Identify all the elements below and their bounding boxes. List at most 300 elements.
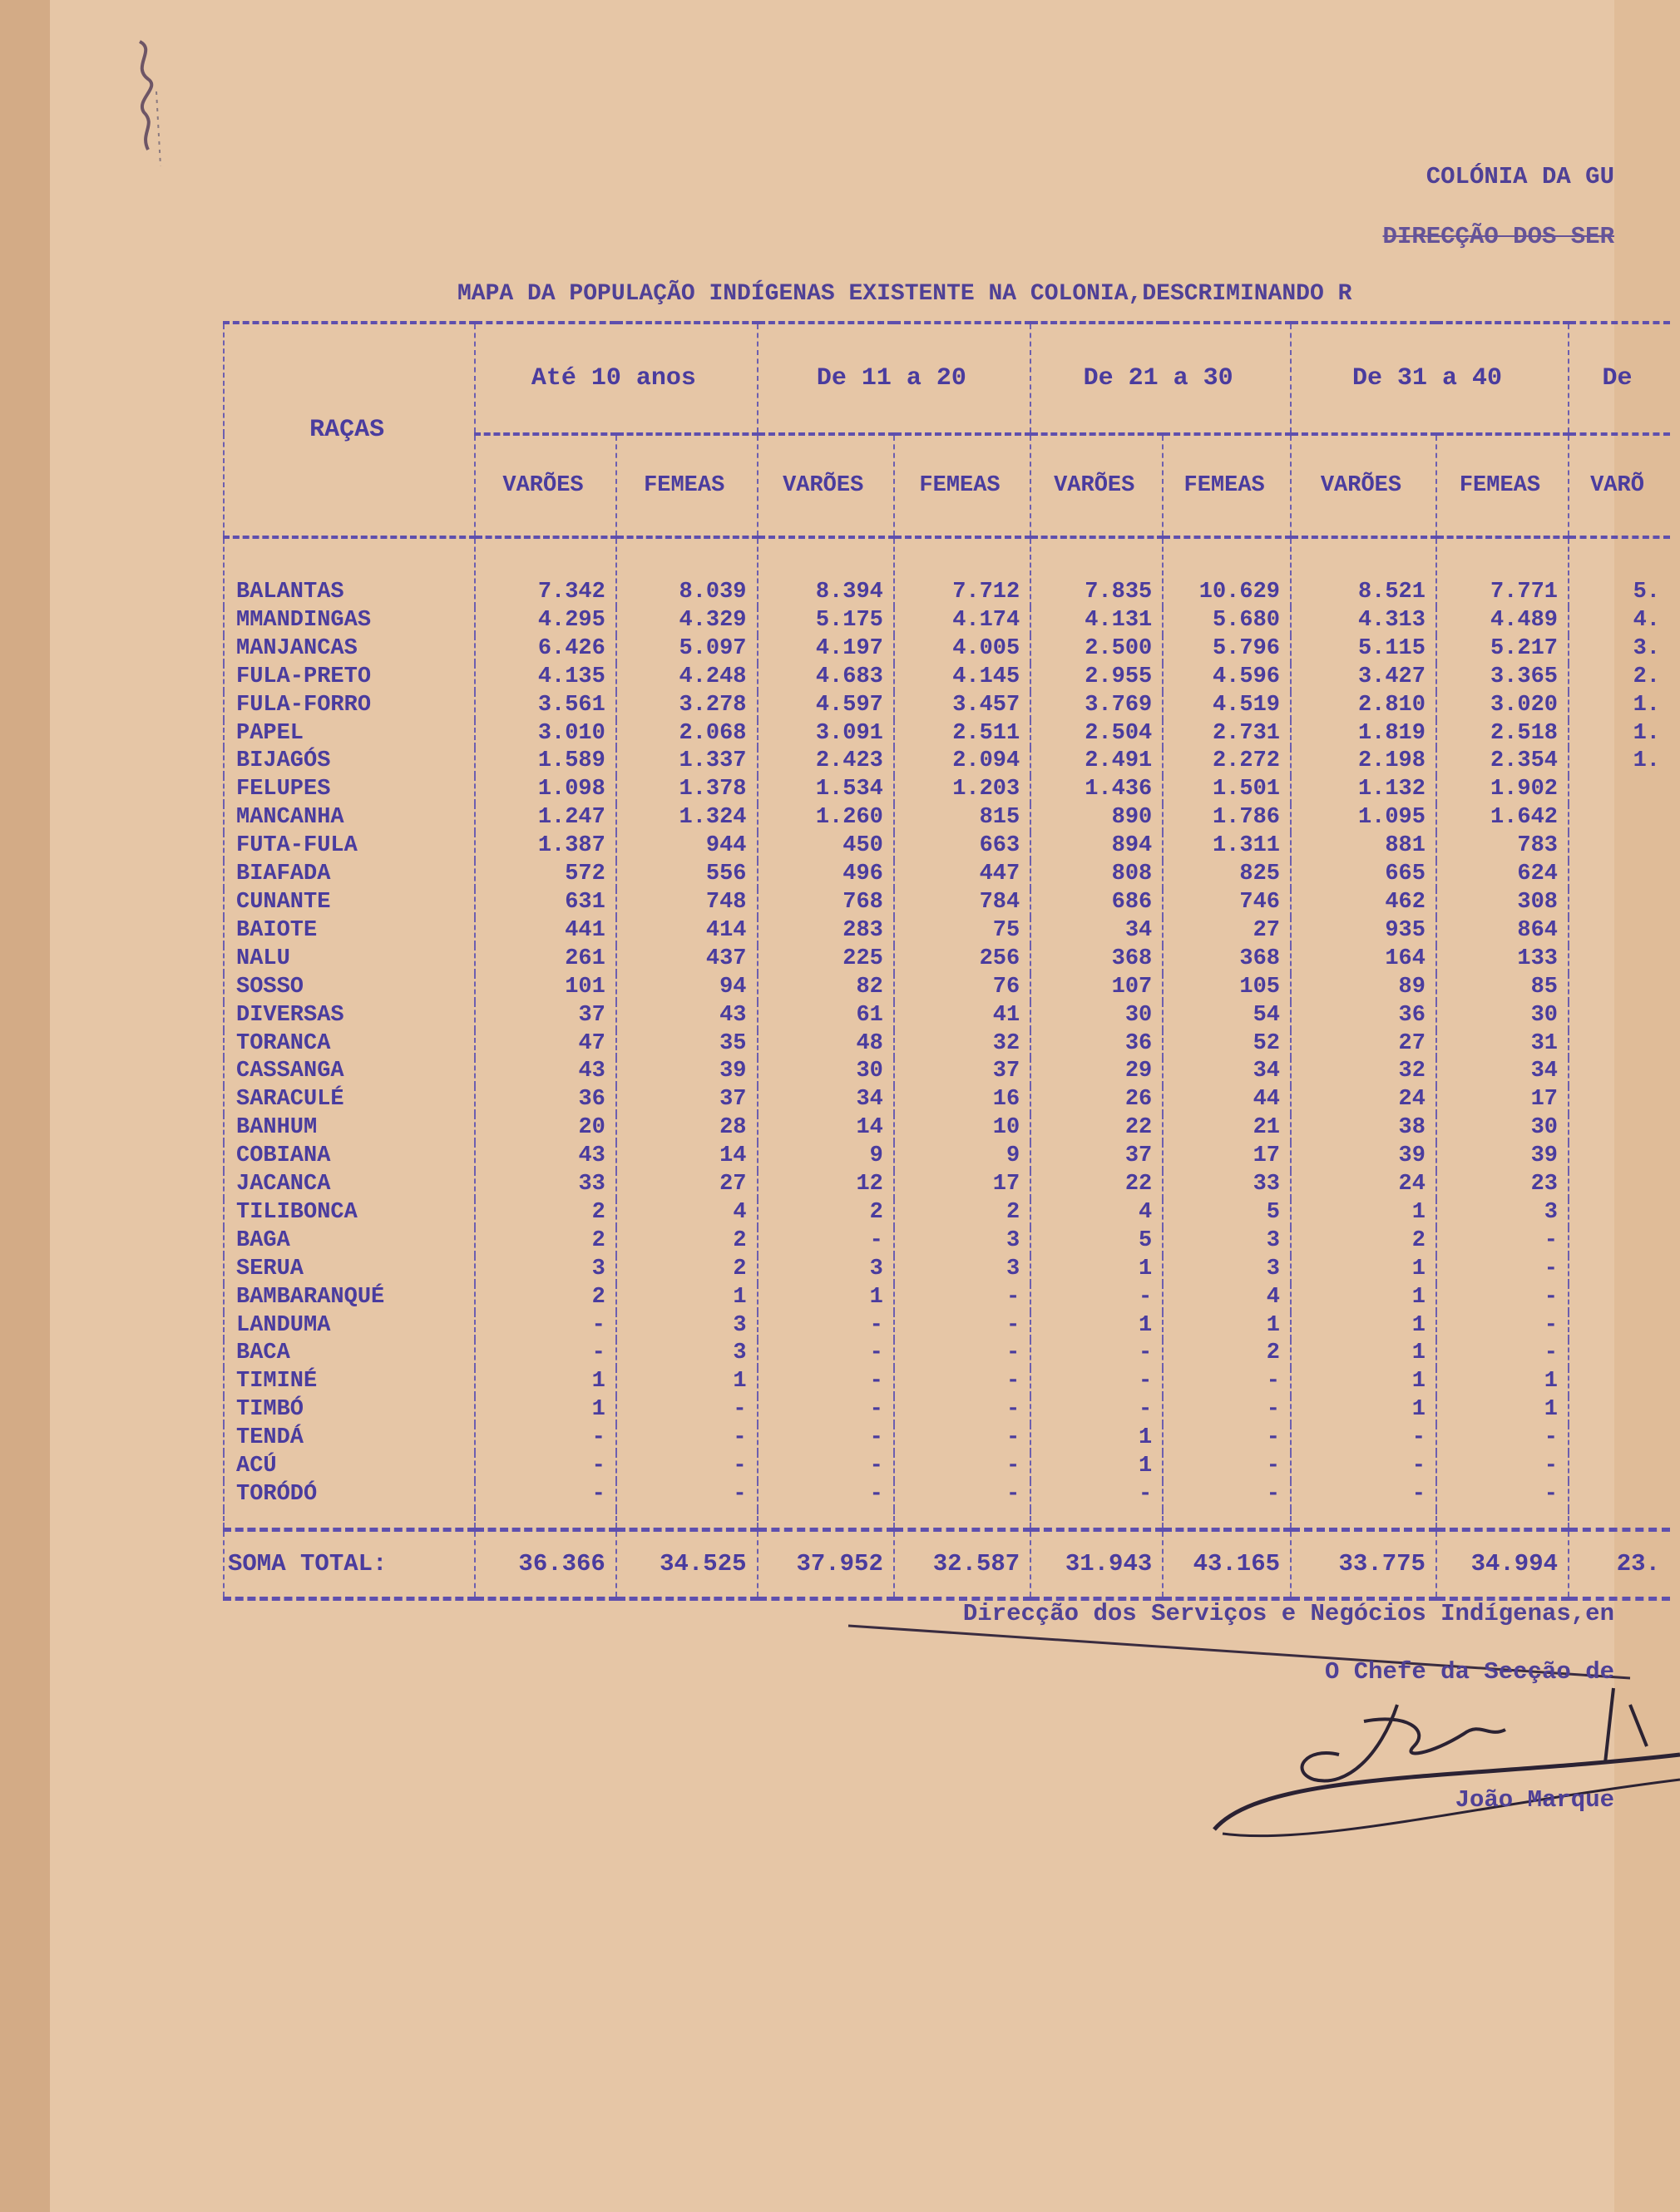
table-cell: 2 <box>475 1227 616 1256</box>
race-name: FELUPES <box>224 776 475 804</box>
total-cell: 34.994 <box>1436 1529 1569 1598</box>
table-cell: - <box>894 1284 1030 1312</box>
signature-icon <box>1214 1655 1680 1871</box>
table-cell: 101 <box>475 974 616 1002</box>
table-cell: - <box>1436 1256 1569 1284</box>
table-cell: - <box>1030 1284 1163 1312</box>
table-cell: 1.260 <box>758 804 894 832</box>
table-cell: 1.095 <box>1291 804 1436 832</box>
table-cell: 1. <box>1569 720 1670 748</box>
races-header: RAÇAS <box>224 323 475 537</box>
table-cell: - <box>1163 1424 1291 1453</box>
race-name: BIJAGÓS <box>224 748 475 776</box>
table-cell: 4.295 <box>475 607 616 635</box>
table-cell: 2.423 <box>758 748 894 776</box>
table-cell: 3 <box>894 1256 1030 1284</box>
table-cell: 283 <box>758 917 894 946</box>
table-cell: 5 <box>1030 1227 1163 1256</box>
table-cell: 2.810 <box>1291 692 1436 720</box>
table-cell: 2.068 <box>616 720 758 748</box>
table-cell: 4.313 <box>1291 607 1436 635</box>
table-row <box>224 1114 1670 1143</box>
table-cell <box>1569 832 1670 861</box>
table-cell <box>1569 1030 1670 1059</box>
table-row <box>224 748 1670 776</box>
table-cell: 3 <box>616 1312 758 1341</box>
table-cell: 44 <box>1163 1086 1291 1114</box>
table-cell: 37 <box>894 1058 1030 1086</box>
table-cell: 631 <box>475 889 616 917</box>
table-row <box>224 537 1670 607</box>
table-cell: 1.378 <box>616 776 758 804</box>
table-cell: - <box>758 1312 894 1341</box>
table-cell: 3. <box>1569 635 1670 664</box>
table-cell: 75 <box>894 917 1030 946</box>
race-name: FULA-FORRO <box>224 692 475 720</box>
table-cell: 5. <box>1569 537 1670 607</box>
table-cell: 21 <box>1163 1114 1291 1143</box>
table-cell: 14 <box>758 1114 894 1143</box>
race-name: SARACULÉ <box>224 1086 475 1114</box>
table-cell <box>1569 1002 1670 1030</box>
race-name: BIAFADA <box>224 861 475 889</box>
table-cell: 2 <box>758 1199 894 1227</box>
table-cell: - <box>1291 1424 1436 1453</box>
table-cell: 89 <box>1291 974 1436 1002</box>
table-cell <box>1569 1058 1670 1086</box>
table-cell: 9 <box>894 1143 1030 1171</box>
table-cell: 3 <box>894 1227 1030 1256</box>
table-cell: 748 <box>616 889 758 917</box>
age-group-header: De 11 a 20 <box>758 323 1031 434</box>
table-cell: - <box>475 1312 616 1341</box>
spacer-cell <box>1291 1509 1436 1530</box>
table-cell: 3 <box>1163 1256 1291 1284</box>
table-cell: 4 <box>1030 1199 1163 1227</box>
table-cell: 1.589 <box>475 748 616 776</box>
table-cell: - <box>475 1481 616 1509</box>
table-cell: 3 <box>1436 1199 1569 1227</box>
table-cell: 2.511 <box>894 720 1030 748</box>
table-cell: - <box>894 1340 1030 1368</box>
table-cell: 1 <box>1030 1256 1163 1284</box>
table-cell: 1 <box>1291 1312 1436 1341</box>
race-name: BAMBARANQUÉ <box>224 1284 475 1312</box>
table-cell: - <box>475 1453 616 1481</box>
race-name: FULA-PRETO <box>224 664 475 692</box>
sex-header: FEMEAS <box>616 434 758 537</box>
table-row <box>224 1396 1670 1424</box>
table-cell: 2.731 <box>1163 720 1291 748</box>
table-cell: 3.020 <box>1436 692 1569 720</box>
table-cell: 414 <box>616 917 758 946</box>
page-edge <box>0 0 50 2212</box>
race-name: TILIBONCA <box>224 1199 475 1227</box>
table-row <box>224 804 1670 832</box>
race-name: PAPEL <box>224 720 475 748</box>
table-cell: 815 <box>894 804 1030 832</box>
table-cell: 746 <box>1163 889 1291 917</box>
table-cell: 447 <box>894 861 1030 889</box>
race-name: MANJANCAS <box>224 635 475 664</box>
table-cell: 4 <box>1163 1284 1291 1312</box>
table-cell: 2 <box>1163 1340 1291 1368</box>
table-cell: 17 <box>894 1171 1030 1199</box>
table-cell: 36 <box>1030 1030 1163 1059</box>
table-cell: 5.175 <box>758 607 894 635</box>
table-cell: - <box>1291 1453 1436 1481</box>
table-row <box>224 664 1670 692</box>
table-cell: 85 <box>1436 974 1569 1002</box>
table-cell: 437 <box>616 946 758 974</box>
table-cell: 3.427 <box>1291 664 1436 692</box>
table-cell <box>1569 974 1670 1002</box>
table-cell: - <box>1436 1481 1569 1509</box>
table-cell: 4. <box>1569 607 1670 635</box>
table-cell: 61 <box>758 1002 894 1030</box>
table-cell: 4.597 <box>758 692 894 720</box>
table-cell: 4.197 <box>758 635 894 664</box>
total-cell: 32.587 <box>894 1529 1030 1598</box>
sex-header: FEMEAS <box>1163 434 1291 537</box>
table-cell: 1.501 <box>1163 776 1291 804</box>
total-cell: 23. <box>1569 1529 1670 1598</box>
race-name: DIVERSAS <box>224 1002 475 1030</box>
table-cell: 4.248 <box>616 664 758 692</box>
table-cell: 2.500 <box>1030 635 1163 664</box>
table-cell: 39 <box>1291 1143 1436 1171</box>
table-cell: 1. <box>1569 692 1670 720</box>
table-cell: 496 <box>758 861 894 889</box>
map-title: MAPA DA POPULAÇÃO INDÍGENAS EXISTENTE NA COLONIA,DESCRIMINANDO R <box>457 281 1352 307</box>
table-cell: - <box>894 1396 1030 1424</box>
table-cell: 768 <box>758 889 894 917</box>
table-cell: 864 <box>1436 917 1569 946</box>
table-cell: 76 <box>894 974 1030 1002</box>
table-cell: 261 <box>475 946 616 974</box>
table-cell: 33 <box>475 1171 616 1199</box>
directorate-footer: Direcção dos Serviços e Negócios Indígenas,en <box>962 1600 1614 1627</box>
table-cell: 572 <box>475 861 616 889</box>
table-cell: 43 <box>475 1143 616 1171</box>
table-cell: 2.955 <box>1030 664 1163 692</box>
table-cell: 825 <box>1163 861 1291 889</box>
table-row <box>224 1256 1670 1284</box>
table-row <box>224 607 1670 635</box>
table-cell: 1 <box>1291 1284 1436 1312</box>
age-group-header-row <box>224 323 1670 434</box>
total-cell: 43.165 <box>1163 1529 1291 1598</box>
table-row <box>224 776 1670 804</box>
table-cell: 17 <box>1163 1143 1291 1171</box>
table-cell: 3 <box>616 1340 758 1368</box>
table-cell: 4.131 <box>1030 607 1163 635</box>
table-cell: 14 <box>616 1143 758 1171</box>
table-cell: 3.010 <box>475 720 616 748</box>
table-cell: 1.786 <box>1163 804 1291 832</box>
table-cell: 39 <box>616 1058 758 1086</box>
table-row <box>224 720 1670 748</box>
table-row <box>224 1453 1670 1481</box>
table-cell <box>1569 1368 1670 1396</box>
table-cell: 36 <box>475 1086 616 1114</box>
table-cell <box>1569 804 1670 832</box>
table-cell: - <box>894 1368 1030 1396</box>
table-cell: 450 <box>758 832 894 861</box>
table-cell: 10.629 <box>1163 537 1291 607</box>
table-cell: - <box>1436 1227 1569 1256</box>
table-cell: - <box>616 1424 758 1453</box>
sex-header: VARÕES <box>758 434 894 537</box>
table-cell: - <box>894 1453 1030 1481</box>
table-row <box>224 917 1670 946</box>
table-cell: 1.642 <box>1436 804 1569 832</box>
age-group-header: De <box>1569 323 1670 434</box>
table-cell: 27 <box>1163 917 1291 946</box>
race-name: TENDÁ <box>224 1424 475 1453</box>
spacer-cell <box>475 1509 616 1530</box>
table-cell: 1.132 <box>1291 776 1436 804</box>
table-cell <box>1569 1424 1670 1453</box>
table-cell: 36 <box>1291 1002 1436 1030</box>
table-cell: 2.354 <box>1436 748 1569 776</box>
table-cell: 783 <box>1436 832 1569 861</box>
table-cell: 1 <box>1291 1256 1436 1284</box>
table-cell <box>1569 1114 1670 1143</box>
table-cell <box>1569 1284 1670 1312</box>
table-cell: 1.203 <box>894 776 1030 804</box>
table-cell: - <box>1030 1340 1163 1368</box>
table-row <box>224 1368 1670 1396</box>
table-cell: 3.278 <box>616 692 758 720</box>
race-name: BAIOTE <box>224 917 475 946</box>
table-cell: 4 <box>616 1199 758 1227</box>
table-row <box>224 974 1670 1002</box>
total-row <box>224 1529 1670 1598</box>
table-cell: - <box>1436 1284 1569 1312</box>
table-cell: 1.534 <box>758 776 894 804</box>
table-cell: 1.324 <box>616 804 758 832</box>
table-cell: 1 <box>1030 1312 1163 1341</box>
table-cell: 31 <box>1436 1030 1569 1059</box>
table-cell: 3.561 <box>475 692 616 720</box>
signer-name: João Marque <box>1455 1786 1614 1814</box>
table-cell <box>1569 1312 1670 1341</box>
sex-header: FEMEAS <box>1436 434 1569 537</box>
table-cell: 27 <box>1291 1030 1436 1059</box>
table-cell: 32 <box>1291 1058 1436 1086</box>
table-cell: - <box>616 1481 758 1509</box>
table-cell: 665 <box>1291 861 1436 889</box>
table-cell: 2 <box>475 1284 616 1312</box>
table-cell: 4.596 <box>1163 664 1291 692</box>
table-cell <box>1569 861 1670 889</box>
table-cell: 1.098 <box>475 776 616 804</box>
table-cell: 4.329 <box>616 607 758 635</box>
table-cell: 7.712 <box>894 537 1030 607</box>
table-row <box>224 1227 1670 1256</box>
table-cell: 5.097 <box>616 635 758 664</box>
spacer-cell <box>1163 1509 1291 1530</box>
race-name: BANHUM <box>224 1114 475 1143</box>
table-cell: 34 <box>1030 917 1163 946</box>
population-table <box>223 321 1670 1601</box>
age-group-header: Até 10 anos <box>475 323 757 434</box>
table-cell: - <box>758 1340 894 1368</box>
table-cell: 5.115 <box>1291 635 1436 664</box>
table-cell: 29 <box>1030 1058 1163 1086</box>
race-name: MMANDINGAS <box>224 607 475 635</box>
table-cell <box>1569 917 1670 946</box>
table-cell: 308 <box>1436 889 1569 917</box>
table-cell: 1.337 <box>616 748 758 776</box>
table-cell: 663 <box>894 832 1030 861</box>
table-row <box>224 1199 1670 1227</box>
table-cell: 1.819 <box>1291 720 1436 748</box>
table-cell: 2 <box>1291 1227 1436 1256</box>
table-cell <box>1569 1171 1670 1199</box>
table-cell: 1 <box>1436 1396 1569 1424</box>
table-cell: 12 <box>758 1171 894 1199</box>
table-cell: 105 <box>1163 974 1291 1002</box>
table-cell: 4.489 <box>1436 607 1569 635</box>
table-cell: 43 <box>616 1002 758 1030</box>
sex-header: VARÕES <box>1291 434 1436 537</box>
race-name: FUTA-FULA <box>224 832 475 861</box>
table-cell: 1.436 <box>1030 776 1163 804</box>
table-cell: 164 <box>1291 946 1436 974</box>
race-name: LANDUMA <box>224 1312 475 1341</box>
table-cell: 1.902 <box>1436 776 1569 804</box>
race-name: BAGA <box>224 1227 475 1256</box>
table-cell: 10 <box>894 1114 1030 1143</box>
table-cell: - <box>1030 1368 1163 1396</box>
table-row <box>224 1481 1670 1509</box>
spacer-cell <box>894 1509 1030 1530</box>
table-cell: 27 <box>616 1171 758 1199</box>
colony-title: COLÓNIA DA GU <box>1426 163 1614 190</box>
table-cell: - <box>1291 1481 1436 1509</box>
table-cell <box>1569 1143 1670 1171</box>
table-cell: 686 <box>1030 889 1163 917</box>
table-row <box>224 1424 1670 1453</box>
table-cell: 2.504 <box>1030 720 1163 748</box>
race-name: TIMBÓ <box>224 1396 475 1424</box>
race-name: CUNANTE <box>224 889 475 917</box>
table-cell: 944 <box>616 832 758 861</box>
race-name: SERUA <box>224 1256 475 1284</box>
table-cell: 1.247 <box>475 804 616 832</box>
table-cell: - <box>475 1340 616 1368</box>
table-cell: 1 <box>475 1368 616 1396</box>
table-cell: 2 <box>894 1199 1030 1227</box>
table-cell: 8.394 <box>758 537 894 607</box>
table-cell: 24 <box>1291 1086 1436 1114</box>
table-cell: 30 <box>1030 1002 1163 1030</box>
table-cell: 37 <box>616 1086 758 1114</box>
table-cell: 8.039 <box>616 537 758 607</box>
total-cell: 34.525 <box>616 1529 758 1598</box>
race-name: ACÚ <box>224 1453 475 1481</box>
table-cell: 368 <box>1030 946 1163 974</box>
table-cell: 2.094 <box>894 748 1030 776</box>
table-cell: - <box>1030 1481 1163 1509</box>
table-cell: - <box>475 1424 616 1453</box>
table-cell: 1 <box>758 1284 894 1312</box>
table-cell: 47 <box>475 1030 616 1059</box>
sex-header: VARÕES <box>475 434 616 537</box>
table-cell: 2. <box>1569 664 1670 692</box>
spacer-cell <box>1569 1509 1670 1530</box>
table-cell: 48 <box>758 1030 894 1059</box>
table-cell: 33 <box>1163 1171 1291 1199</box>
table-cell: 37 <box>1030 1143 1163 1171</box>
table-cell: 20 <box>475 1114 616 1143</box>
table-row <box>224 1058 1670 1086</box>
table-cell <box>1569 1086 1670 1114</box>
table-cell: 556 <box>616 861 758 889</box>
table-cell: 34 <box>758 1086 894 1114</box>
table-cell: 2.198 <box>1291 748 1436 776</box>
spacer-cell <box>1436 1509 1569 1530</box>
table-cell: 30 <box>1436 1114 1569 1143</box>
table-body <box>224 537 1670 1529</box>
table-cell: 1 <box>475 1396 616 1424</box>
race-name: TIMINÉ <box>224 1368 475 1396</box>
section-chief: O Chefe da Secção de <box>1324 1658 1614 1686</box>
spacer-cell <box>758 1509 894 1530</box>
table-cell: 7.342 <box>475 537 616 607</box>
table-cell: - <box>758 1227 894 1256</box>
spacer-cell <box>224 1509 475 1530</box>
table-cell <box>1569 1227 1670 1256</box>
table-cell: 41 <box>894 1002 1030 1030</box>
table-cell: 1.311 <box>1163 832 1291 861</box>
race-name: JACANCA <box>224 1171 475 1199</box>
table-cell: 2 <box>616 1227 758 1256</box>
table-row <box>224 1143 1670 1171</box>
table-cell <box>1569 889 1670 917</box>
table-cell: 82 <box>758 974 894 1002</box>
table-cell: 43 <box>475 1058 616 1086</box>
table-cell: 2 <box>616 1256 758 1284</box>
table-cell: 2.272 <box>1163 748 1291 776</box>
table-cell: 9 <box>758 1143 894 1171</box>
table-cell: 784 <box>894 889 1030 917</box>
race-name: BALANTAS <box>224 537 475 607</box>
table-cell: 39 <box>1436 1143 1569 1171</box>
table-row <box>224 889 1670 917</box>
table-cell: - <box>758 1396 894 1424</box>
table-row <box>224 1312 1670 1341</box>
table-spacer-row <box>224 1509 1670 1530</box>
table-cell <box>1569 1453 1670 1481</box>
table-row <box>224 861 1670 889</box>
table-cell: - <box>616 1453 758 1481</box>
table-cell: 7.835 <box>1030 537 1163 607</box>
table-cell: 1 <box>616 1284 758 1312</box>
table-cell: 30 <box>1436 1002 1569 1030</box>
table-cell: 808 <box>1030 861 1163 889</box>
table-row <box>224 635 1670 664</box>
table-cell: 2.518 <box>1436 720 1569 748</box>
table-cell <box>1569 1396 1670 1424</box>
sex-header: VARÕ <box>1569 434 1670 537</box>
spacer-cell <box>616 1509 758 1530</box>
table-cell: - <box>1163 1368 1291 1396</box>
race-name: NALU <box>224 946 475 974</box>
table-cell: 94 <box>616 974 758 1002</box>
